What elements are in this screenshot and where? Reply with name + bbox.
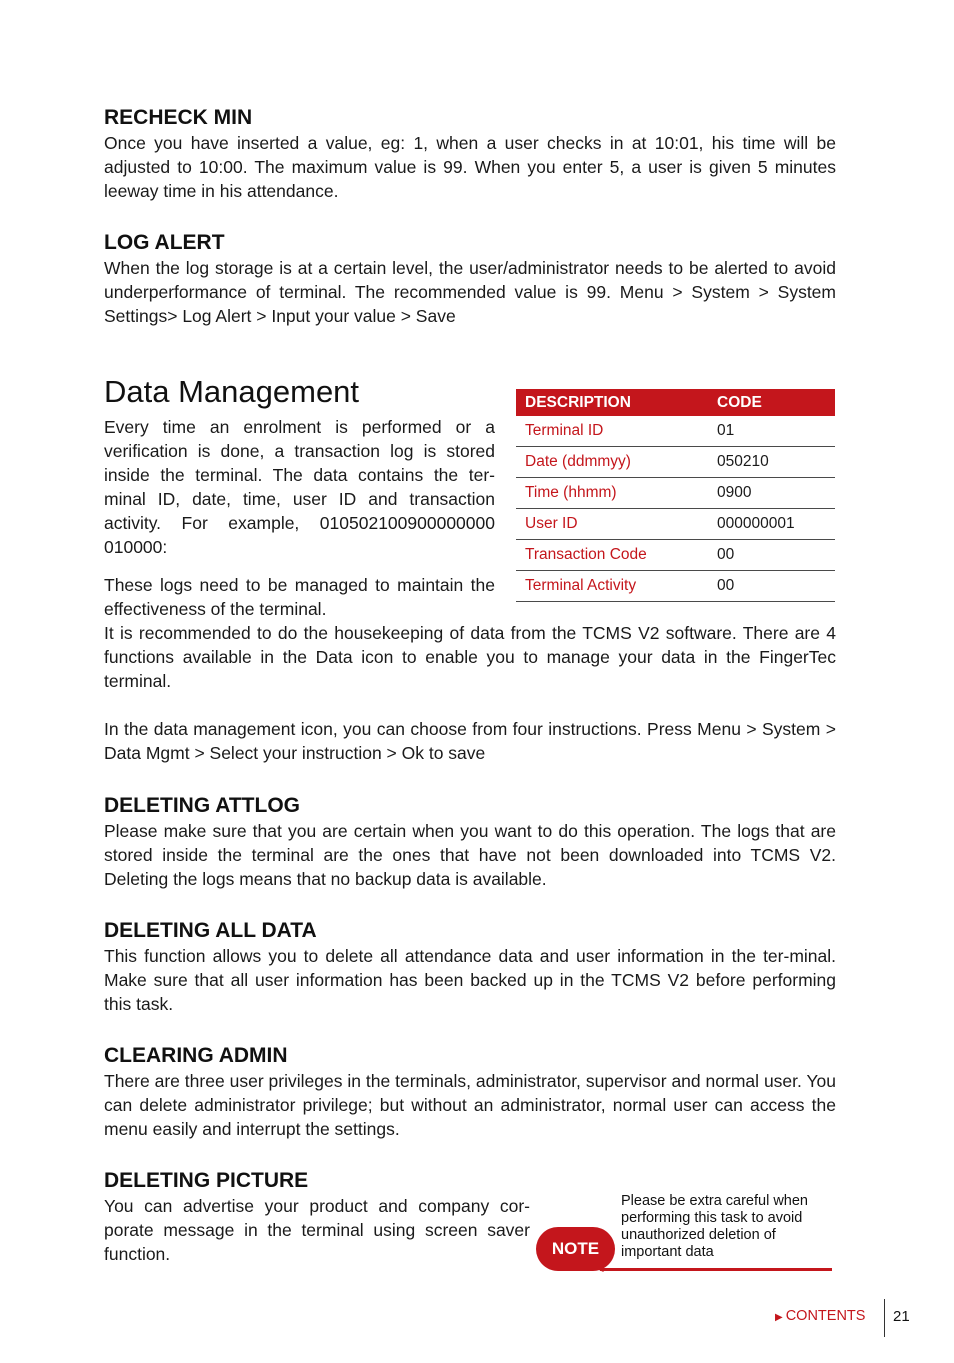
section-clearing-admin	[104, 1043, 836, 1141]
row-code: 00	[708, 540, 835, 571]
row-description: Date (ddmmyy)	[516, 447, 708, 478]
row-code: 00	[708, 571, 835, 602]
section-title: DELETING PICTURE	[104, 1169, 309, 1192]
section-title: CLEARING ADMIN	[104, 1044, 288, 1067]
section-log-alert	[104, 230, 836, 328]
section-deleting-all-data	[104, 918, 836, 1016]
table-row	[516, 571, 835, 602]
section-deleting-attlog	[104, 793, 836, 891]
section-recheck-min	[104, 105, 836, 203]
note-badge: NOTE	[536, 1227, 615, 1271]
row-description: Terminal ID	[516, 416, 708, 447]
note-underline	[600, 1268, 832, 1271]
section-title: DELETING ATTLOG	[104, 794, 300, 817]
note-text: Please be extra careful when performing this task to avoid unauthorized deletion of important data	[621, 1193, 808, 1260]
section-body: You can advertise your product and company cor-porate message in the terminal using screen saver function.	[104, 1196, 530, 1264]
section-title: DELETING ALL DATA	[104, 919, 317, 942]
data-mgmt-para4: In the data management icon, you can choose from four instructions. Press Menu > System > Data Mgmt > Select your instruction > Ok to save	[104, 719, 836, 763]
row-description: Terminal Activity	[516, 571, 708, 602]
section-deleting-picture	[104, 1168, 530, 1266]
footer-divider	[884, 1299, 885, 1337]
page-heading-data-management: Data Management	[104, 374, 360, 409]
table-row	[516, 509, 835, 540]
section-body: When the log storage is at a certain level, the user/administrator needs to be alerted to avoid underperformance of terminal. The recommended value is 99. Menu > System > System Settings> Log Alert > Input your value > Save	[104, 258, 836, 326]
contents-label: CONTENTS	[785, 1308, 866, 1324]
row-description: Transaction Code	[516, 540, 708, 571]
caret-right-icon: ▶	[775, 1312, 783, 1323]
section-title: RECHECK MIN	[104, 106, 253, 129]
table-row	[516, 416, 835, 447]
table-row	[516, 540, 835, 571]
row-code: 0900	[708, 478, 835, 509]
section-body: This function allows you to delete all attendance data and user information in the ter-minal. Make sure that all user information has been backed up in the TCMS V2 before performing this task.	[104, 946, 836, 1014]
column-header-code: CODE	[708, 389, 835, 416]
section-body: Please make sure that you are certain when you want to do this operation. The logs that are stored inside the terminal are the ones that have not been downloaded into TCMS V2. Deleting the logs means that no backup data is available.	[104, 821, 836, 889]
table-row	[516, 478, 835, 509]
table-row	[516, 447, 835, 478]
row-code: 000000001	[708, 509, 835, 540]
transaction-log-table	[516, 389, 835, 602]
data-mgmt-para2: These logs need to be managed to maintain the effectiveness of the terminal.	[104, 575, 495, 619]
column-header-description: DESCRIPTION	[516, 389, 708, 416]
section-title: LOG ALERT	[104, 231, 225, 254]
data-mgmt-para1: Every time an enrolment is performed or a verification is done, a transaction log is stored inside the terminal. The data contains the ter-minal ID, date, time, user ID and transaction activity. For example, 010502100900000000 010000:	[104, 417, 495, 557]
page-number: 21	[893, 1308, 910, 1325]
section-body: Once you have inserted a value, eg: 1, when a user checks in at 10:01, his time will be adjusted to 10:00. The maximum value is 99. When you enter 5, a user is given 5 minutes leeway time in his attendance.	[104, 133, 836, 201]
table-header-row	[516, 389, 835, 416]
section-body: There are three user privileges in the terminals, administrator, supervisor and normal user. You can delete administrator privilege; but without an administrator, normal user can access the menu easily and interrupt the settings.	[104, 1071, 836, 1139]
contents-link[interactable]	[775, 1308, 865, 1324]
row-description: Time (hhmm)	[516, 478, 708, 509]
row-description: User ID	[516, 509, 708, 540]
row-code: 01	[708, 416, 835, 447]
data-mgmt-para3: It is recommended to do the housekeeping of data from the TCMS V2 software. There are 4 functions available in the Data icon to enable you to manage your data in the FingerTec terminal.	[104, 623, 836, 691]
row-code: 050210	[708, 447, 835, 478]
